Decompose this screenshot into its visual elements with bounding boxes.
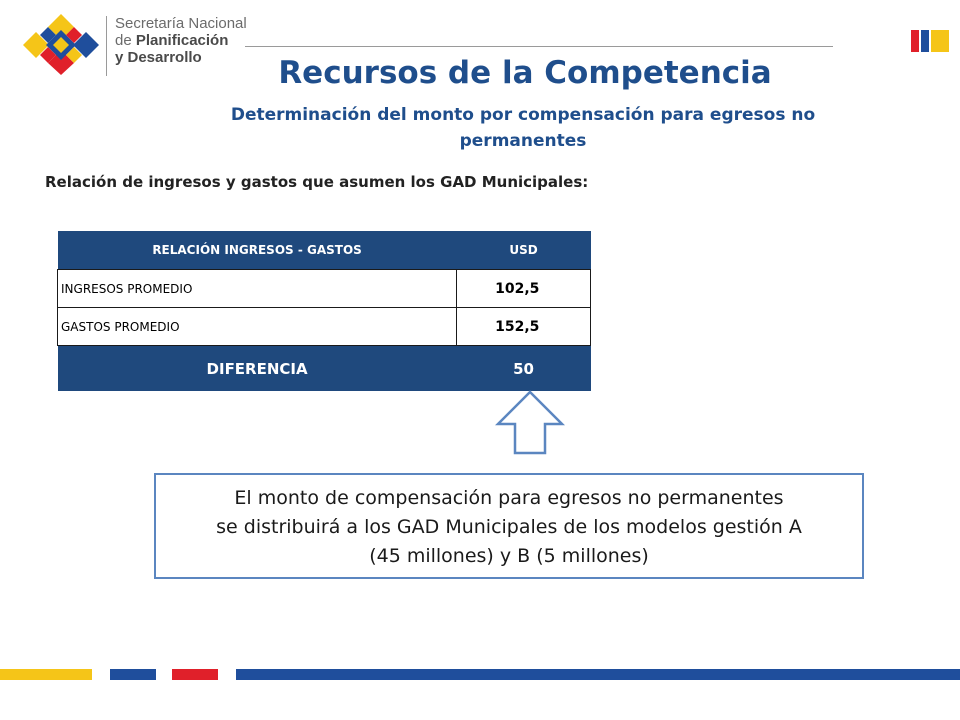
note-line-2: se distribuirá a los GAD Municipales de los modelos gestión A <box>216 516 802 538</box>
footer-bar-blue-long <box>236 669 960 680</box>
table-row <box>58 270 591 308</box>
note-line-3: (45 millones) y B (5 millones) <box>369 545 649 567</box>
table-row <box>58 308 591 346</box>
row-label: INGRESOS PROMEDIO <box>58 270 457 308</box>
flag-stripe-red <box>911 30 919 52</box>
footer-bar-blue-short <box>110 669 156 680</box>
page-title: Recursos de la Competencia <box>278 55 772 91</box>
page-subtitle: Determinación del monto por compensación para egresos no permanentes <box>230 105 816 151</box>
row-value: 152,5 <box>457 308 591 346</box>
difference-value: 50 <box>457 346 591 392</box>
footer-bar-red <box>172 669 218 680</box>
logo-line-3: y Desarrollo <box>115 49 202 66</box>
compensation-note-box <box>154 473 864 579</box>
column-header-concept: RELACIÓN INGRESOS - GASTOS <box>58 231 457 270</box>
header-rule <box>245 46 833 47</box>
logo-line-1: Secretaría Nacional <box>115 15 247 32</box>
note-line-1: El monto de compensación para egresos no permanentes <box>234 487 784 509</box>
row-value: 102,5 <box>457 270 591 308</box>
difference-row <box>58 346 591 392</box>
table-header-row <box>58 231 591 270</box>
income-expense-table <box>57 231 591 391</box>
up-arrow-icon <box>495 390 565 456</box>
intro-text: Relación de ingresos y gastos que asumen los GAD Municipales: <box>45 173 589 191</box>
flag-stripe-yellow <box>931 30 949 52</box>
footer-bar-yellow <box>0 669 92 680</box>
difference-label: DIFERENCIA <box>58 346 457 392</box>
row-label: GASTOS PROMEDIO <box>58 308 457 346</box>
column-header-usd: USD <box>457 231 591 270</box>
logo-line-2: de Planificación <box>115 32 229 49</box>
flag-stripe-blue <box>921 30 929 52</box>
